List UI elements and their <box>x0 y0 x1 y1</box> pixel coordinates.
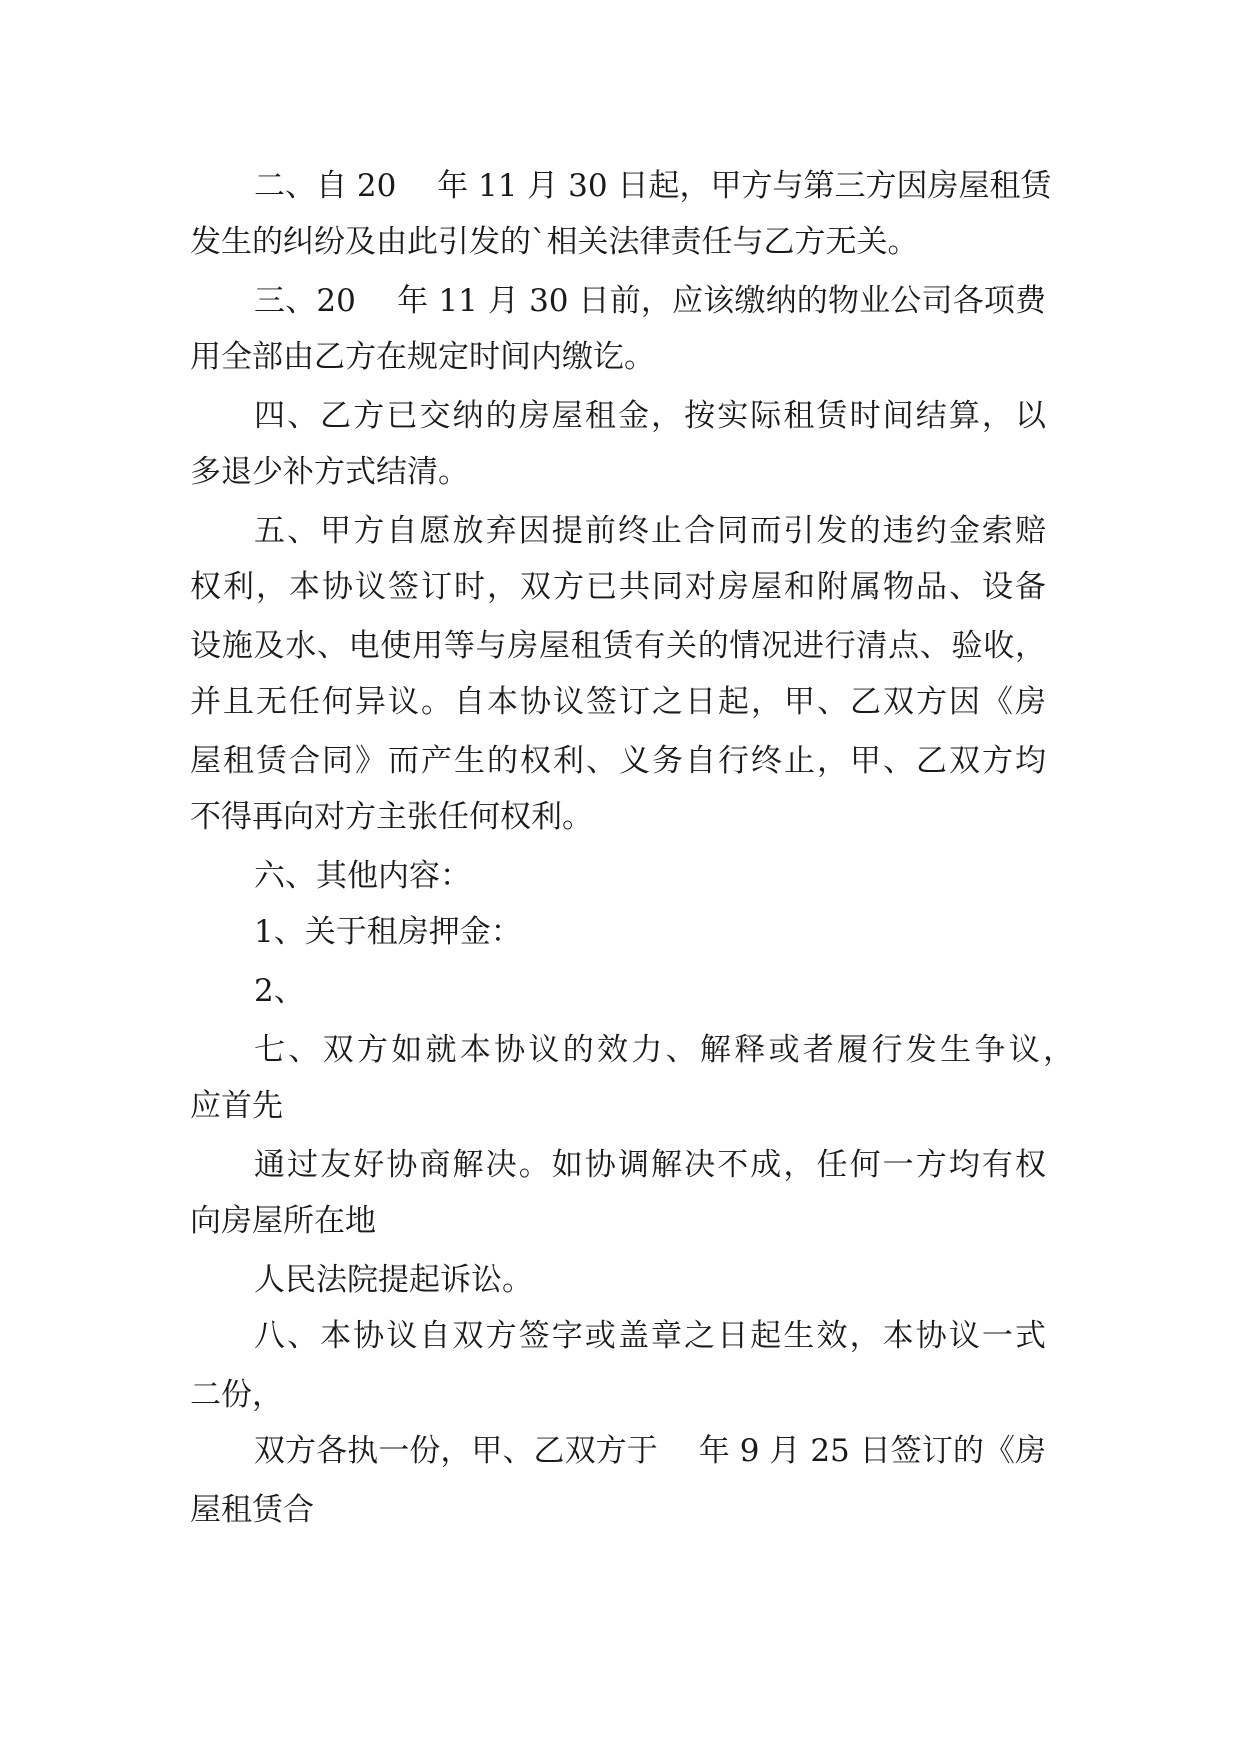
clause-5-line-6: 不得再向对方主张任何权利。 <box>190 799 593 835</box>
clause-8-line-3: 双方各执一份，甲、乙双方于 年 9 月 25 日签订的《房 <box>254 1433 1046 1469</box>
clause-6-item-1: 1、关于租房押金： <box>254 914 522 950</box>
clause-7-line-5: 人民法院提起诉讼。 <box>254 1262 533 1298</box>
clause-4-line-1: 四、乙方已交纳的房屋租金，按实际租赁时间结算，以 <box>254 398 1046 434</box>
clause-5-line-1: 五、甲方自愿放弃因提前终止合同而引发的违约金索赔 <box>254 513 1046 549</box>
clause-6-heading: 六、其他内容： <box>254 858 471 894</box>
clause-8-line-4: 屋租赁合 <box>190 1492 314 1528</box>
clause-7-line-1: 七、双方如就本协议的效力、解释或者履行发生争议， <box>254 1032 1074 1068</box>
clause-5-line-2: 权利，本协议签订时，双方已共同对房屋和附属物品、设备 <box>190 569 1046 605</box>
clause-7-line-2: 应首先 <box>190 1088 283 1124</box>
clause-4-line-2: 多退少补方式结清。 <box>190 454 469 490</box>
clause-2-line-1: 二、自 20 年 11 月 30 日起，甲方与第三方因房屋租赁 <box>254 168 1052 204</box>
clause-2-line-2: 发生的纠纷及由此引发的`相关法律责任与乙方无关。 <box>190 224 919 260</box>
clause-5-line-5: 屋租赁合同》而产生的权利、义务自行终止，甲、乙双方均 <box>190 743 1046 779</box>
clause-8-line-1: 八、本协议自双方签字或盖章之日起生效，本协议一式 <box>254 1318 1046 1354</box>
clause-5-line-3: 设施及水、电使用等与房屋租赁有关的情况进行清点、验收， <box>190 628 1046 664</box>
clause-7-line-3: 通过友好协商解决。如协调解决不成，任何一方均有权 <box>254 1147 1046 1183</box>
clause-5-line-4: 并且无任何异议。自本协议签订之日起，甲、乙双方因《房 <box>190 684 1046 720</box>
clause-8-line-2: 二份， <box>190 1377 283 1413</box>
clause-3-line-1: 三、20 年 11 月 30 日前，应该缴纳的物业公司各项费 <box>254 283 1046 319</box>
clause-3-line-2: 用全部由乙方在规定时间内缴讫。 <box>190 339 655 375</box>
clause-6-item-2: 2、 <box>254 973 305 1009</box>
clause-7-line-4: 向房屋所在地 <box>190 1203 376 1239</box>
